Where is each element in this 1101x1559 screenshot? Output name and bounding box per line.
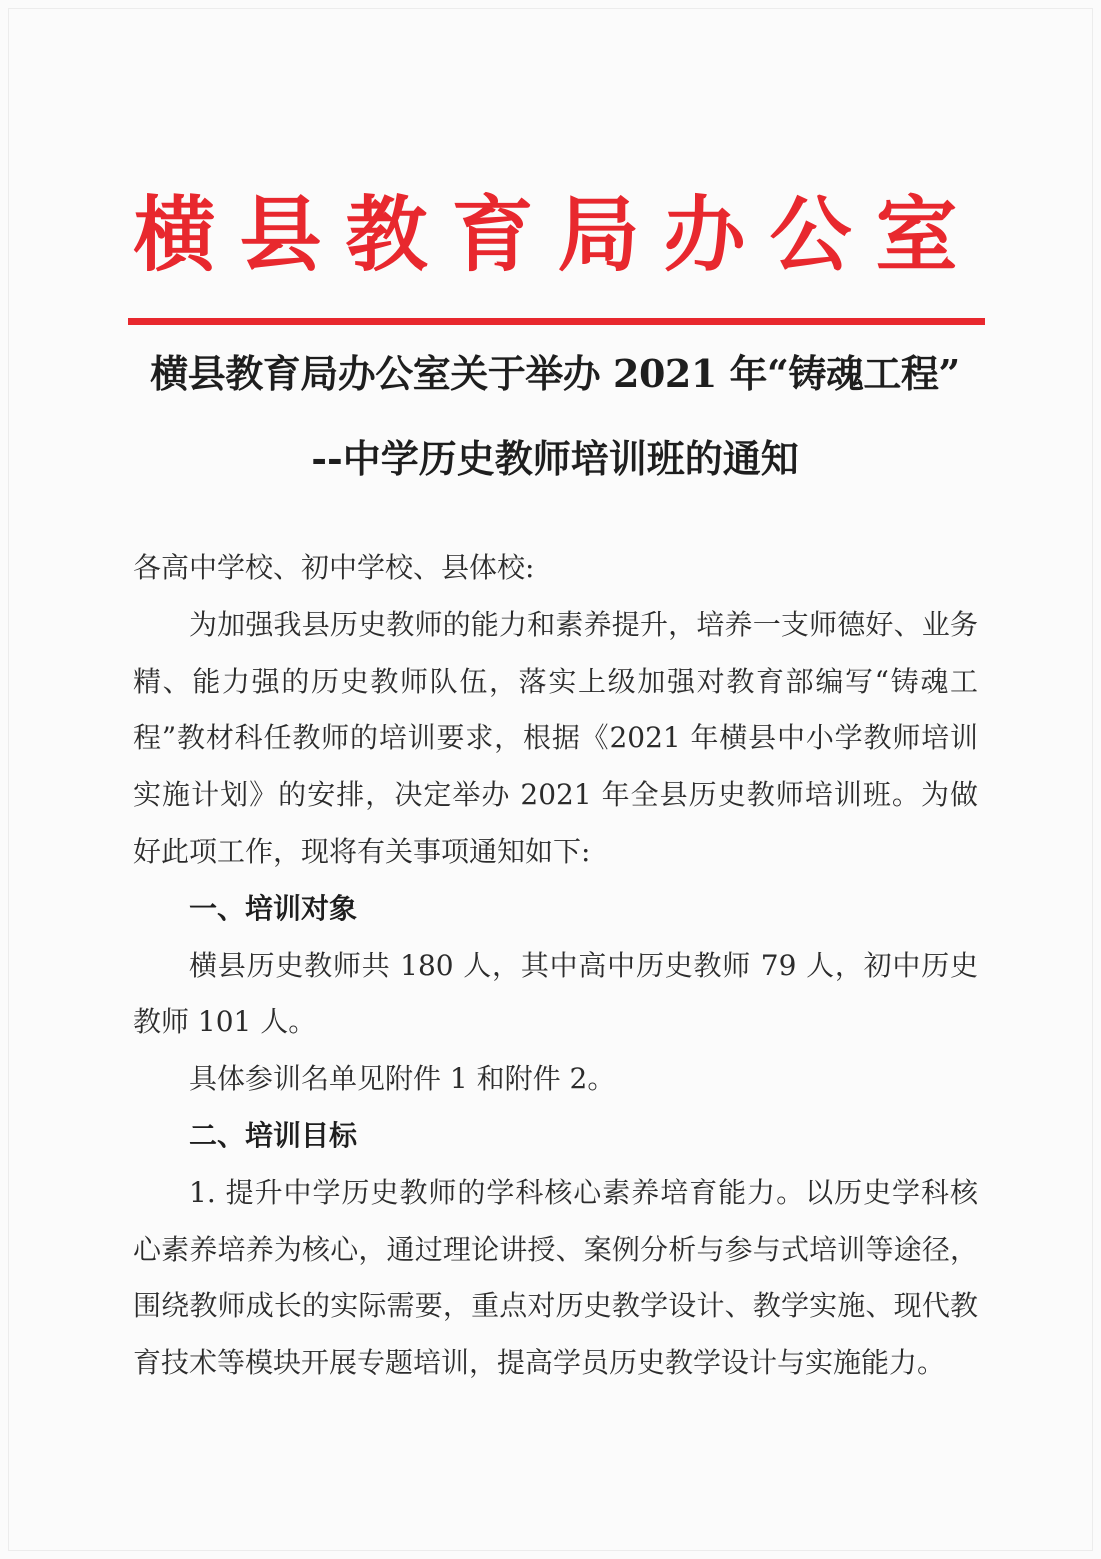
salutation: 各高中学校、初中学校、县体校: xyxy=(133,551,535,584)
section-2-heading: 二、培训目标 xyxy=(189,1118,358,1152)
section-2-paragraph-1: 1. 提升中学历史教师的学科核心素养培育能力。以历史学科核心素养培养为核心，通过理论讲授、案例分析与参与式培训等途径，围绕教师成长的实际需要，重点对历史教学设计、教学实施、现代教育技术等模块开展专题培训，提高学员历史教学设计与实施能力。 xyxy=(133,1175,978,1380)
document-body xyxy=(133,540,978,1392)
masthead: 横县教育局办公室 xyxy=(133,187,982,283)
document-title-line-2: --中学历史教师培训班的通知 xyxy=(311,436,799,481)
section-1-paragraph-2: 具体参训名单见附件 1 和附件 2。 xyxy=(189,1062,616,1096)
red-divider xyxy=(128,318,985,325)
section-1-heading: 一、培训对象 xyxy=(189,891,358,925)
document-title-line-1: 横县教育局办公室关于举办 2021 年“铸魂工程” xyxy=(150,351,960,396)
intro-paragraph: 为加强我县历史教师的能力和素养提升，培养一支师德好、业务精、能力强的历史教师队伍，落实上级加强对教育部编写“铸魂工程”教材科任教师的培训要求，根据《2021 年横县中小学教师培训实施计划》的安排，决定举办 2021 年全县历史教师培训班。为做好此项工作，现将有关事项通知如下: xyxy=(133,607,978,868)
section-1-paragraph-1: 横县历史教师共 180 人，其中高中历史教师 79 人，初中历史教师 101 人。 xyxy=(133,948,978,1039)
